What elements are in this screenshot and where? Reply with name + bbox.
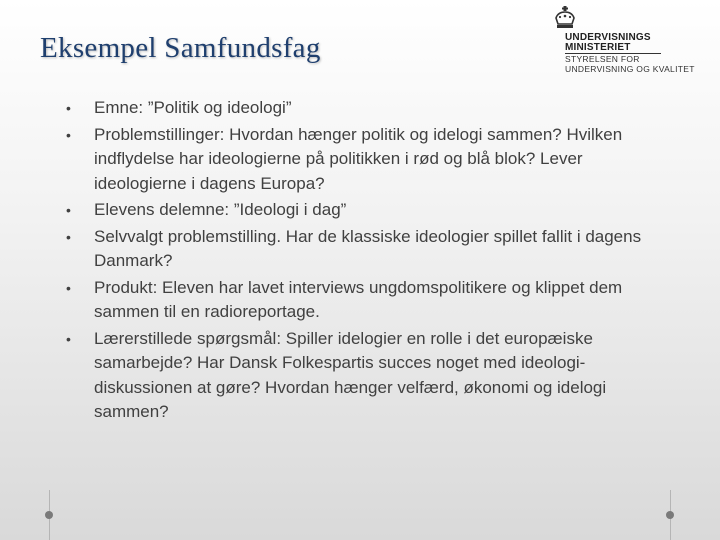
logo-line-3: STYRELSEN FOR (565, 54, 640, 64)
bullet-text: Problemstillinger: Hvordan hænger politik og idelogi sammen? Hvilken indflydelse har ideologierne på politikken i rød og blå blok? Lever ideologierne i dagens Europa? (94, 124, 623, 193)
right-pin (666, 511, 674, 519)
bullet-list (66, 96, 646, 427)
bullet-item (66, 327, 646, 425)
bullet-dot: • (66, 279, 71, 296)
bullet-item (66, 198, 646, 223)
bullet-item (66, 96, 646, 121)
bullet-dot: • (66, 228, 71, 245)
crown-icon (552, 6, 578, 32)
bullet-item (66, 225, 646, 274)
logo-line-4: UNDERVISNING OG KVALITET (565, 63, 695, 74)
bullet-text: Elevens delemne: ”Ideologi i dag” (94, 200, 347, 219)
left-pin (45, 511, 53, 519)
bullet-dot: • (66, 100, 71, 116)
logo-line-1: UNDERVISNINGS (565, 32, 651, 43)
slide-title: Eksempel Samfundsfag (40, 32, 321, 64)
bullet-text: Selvvalgt problemstilling. Har de klassiske ideologier spillet fallit i dagens Danmark? (94, 226, 642, 270)
bullet-dot: • (66, 330, 71, 347)
bullet-text: Emne: ”Politik og ideologi” (94, 98, 292, 117)
bullet-dot: • (66, 126, 71, 143)
bullet-text: Lærerstillede spørgsmål: Spiller idelogier en rolle i det europæiske samarbejde? Har Dansk Folkespartis succes noget med ideologi-diskussionen at gøre? Hvordan hænger velfærd, økonomi og idelogi sammen? (94, 328, 607, 421)
bullet-text: Produkt: Eleven har lavet interviews ungdomspolitikere og klippet dem sammen til en radioreportage. (94, 277, 623, 321)
bullet-item (66, 276, 646, 325)
logo-line-2: MINISTERIET (565, 41, 631, 53)
logo-divider (565, 53, 661, 54)
bullet-dot: • (66, 202, 71, 218)
bullet-item (66, 123, 646, 197)
